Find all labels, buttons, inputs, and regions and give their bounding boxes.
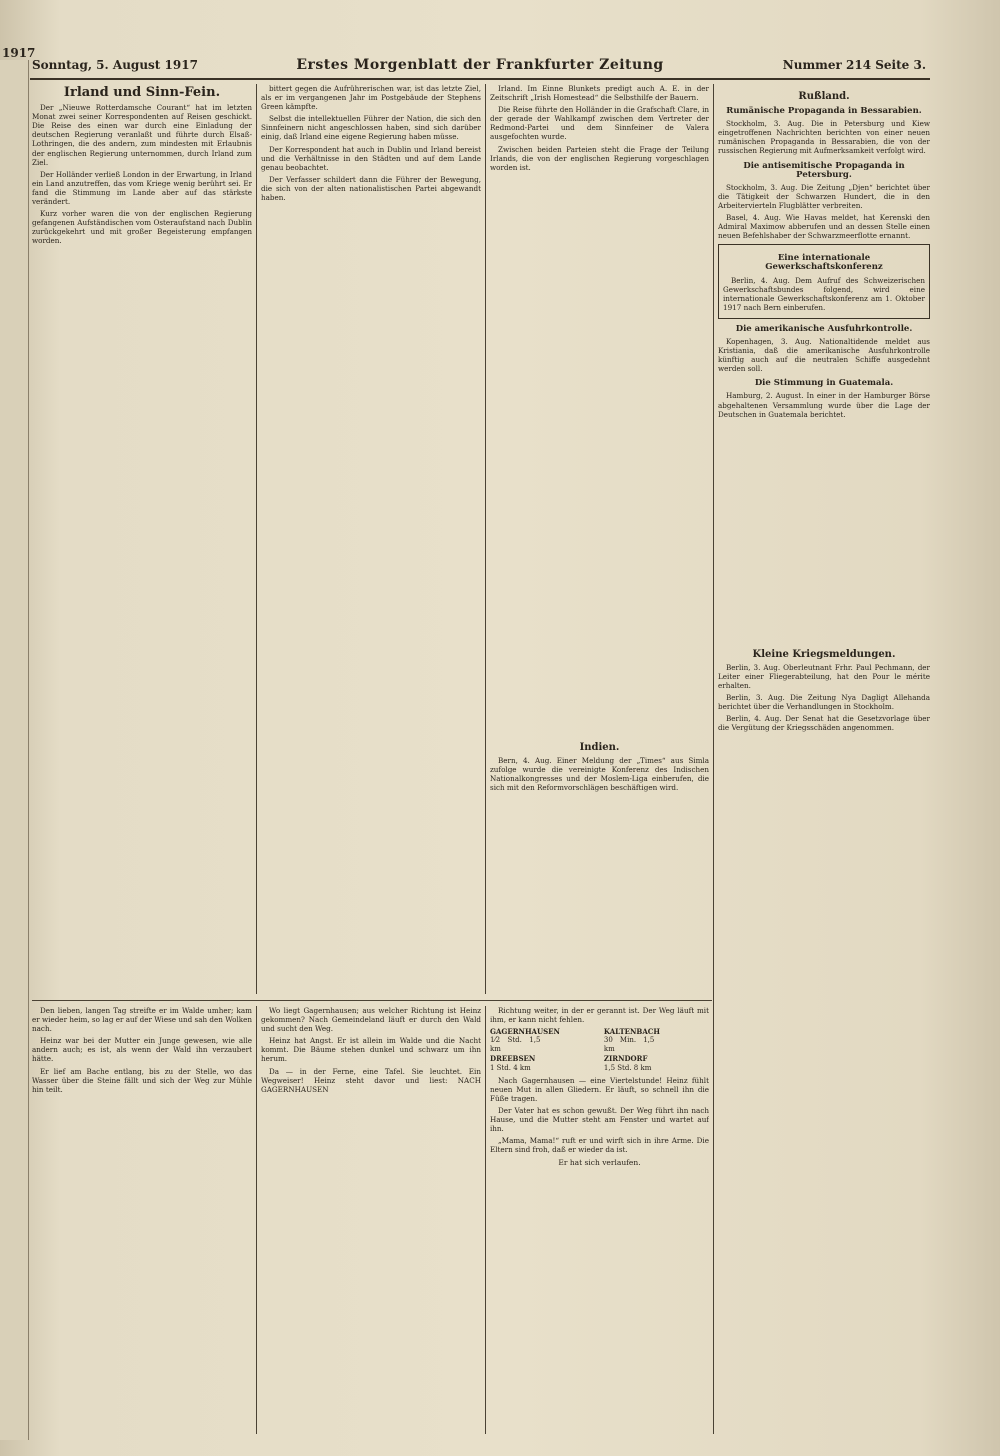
header-issue: Nummer 214 [782, 58, 872, 72]
signpost-name: KALTENBACH [603, 1027, 660, 1037]
header-page: Seite 3. [875, 58, 926, 72]
feature-col-1 [32, 1006, 252, 1436]
column-3 [490, 84, 709, 994]
feature-title: Er hat sich verlaufen. [558, 1158, 641, 1168]
signpost-time: 1,5 Std. 8 km [603, 1063, 652, 1072]
signpost-time: 1⁄2 Std. 1,5 km [490, 1036, 541, 1054]
article-paragraph: Irland. Im Einne Blunkets predigt auch A. E. in der Zeitschrift „Irish Homestead“ die Selbsthilfe der Bauern. [490, 84, 709, 103]
article-paragraph: Der „Nieuwe Rotterdamsche Courant“ hat im letzten Monat zwei seiner Korrespondenten auf Reisen geschickt. Die Reise des einen war durch eine Einladung der deutschen Regierung veranlaßt und führte durch Elsaß-Lothringen, die des andern, zum mindesten mit Erlaubnis der englischen Regierung unternommen, durch Irland zum Ziel. [32, 103, 252, 167]
section-heading-russia: Rußland. [798, 91, 850, 102]
column-rule [485, 84, 486, 994]
article-paragraph: Kopenhagen, 3. Aug. Nationaltidende meldet aus Kristiania, daß die amerikanische Ausfuhrkontrolle künftig auch auf die neutralen Schiffe ausgedehnt werden soll. [718, 336, 930, 374]
subheading: Die antisemitische Propaganda in Petersburg. [743, 160, 905, 180]
article-paragraph: Stockholm, 3. Aug. Die in Petersburg und Kiew eingetroffenen Nachrichten berichten von einer neuen rumänischen Propaganda in Bessarabien, die von der russischen Regierung mit Aufmerksamkeit verfolgt wird. [718, 119, 930, 156]
box-headline: Eine internationale Gewerkschaftskonferenz [765, 253, 883, 273]
article-paragraph: Die Reise führte den Holländer in die Grafschaft Clare, in der gerade der Wahlkampf zwischen dem Vertreter der Redmond-Partei und dem Sinnfeiner de Valera ausgefochten wurde. [490, 105, 709, 142]
column-rule [256, 84, 257, 994]
section-rule [32, 1000, 712, 1001]
column-rule [713, 84, 714, 1434]
article-paragraph: Berlin, 3. Aug. Oberleutnant Frhr. Paul Pechmann, der Leiter einer Fliegerabteilung, hat den Pour le mérite erhalten. [718, 662, 930, 690]
signpost-name: DREEBSEN [490, 1054, 536, 1064]
feature-paragraph: Er lief am Bache entlang, bis zu der Stelle, wo das Wasser über die Steine fällt und sich der Weg zur Mühle hin teilt. [32, 1066, 252, 1094]
feature-col-3 [490, 1006, 709, 1436]
signpost-time: 30 Min. 1,5 km [603, 1036, 655, 1054]
article-paragraph: Selbst die intellektuellen Führer der Nation, die sich den Sinnfeinern nicht angeschlossen haben, sind sich darüber einig, daß Irland eine eigene Regierung haben müsse. [261, 114, 481, 142]
feature-paragraph: „Mama, Mama!“ ruft er und wirft sich in ihre Arme. Die Eltern sind froh, daß er wieder da ist. [490, 1136, 709, 1155]
column-rule [485, 1006, 486, 1434]
feature-paragraph: Heinz war bei der Mutter ein Junge gewesen, wie alle andern auch; es ist, als wenn der Wald ihn verzaubert hätte. [32, 1036, 252, 1064]
signpost-name: GAGERNHAUSEN [490, 1027, 560, 1037]
feature-paragraph: Da — in der Ferne, eine Tafel. Sie leuchtet. Ein Wegweiser! Heinz steht davor und liest: NACH GAGERNHAUSEN [261, 1066, 481, 1094]
article-paragraph: Berlin, 4. Aug. Der Senat hat die Gesetzvorlage über die Vergütung der Kriegsschäden angenommen. [718, 714, 930, 733]
article-paragraph: Bern, 4. Aug. Einer Meldung der „Times“ aus Simla zufolge wurde die vereinigte Konferenz des Indischen Nationalkongresses und der Moslem-Liga einberufen, die sich mit den Reformvorschlägen beschäftigen wird. [490, 755, 709, 793]
column-4 [718, 84, 930, 1434]
feature-paragraph: Wo liegt Gagernhausen; aus welcher Richtung ist Heinz gekommen? Nach Gemeindeland läuft er durch den Wald und sucht den Weg. [261, 1006, 481, 1034]
signpost-table [490, 1027, 709, 1072]
article-headline: Irland und Sinn-Fein. [63, 85, 221, 100]
article-paragraph: Der Verfasser schildert dann die Führer der Bewegung, die sich von der alten nationalistischen Partei abgewandt haben. [261, 174, 481, 203]
article-paragraph: bittert gegen die Aufrührerischen war, ist das letzte Ziel, als er im vergangenen Jahr im Postgebäude der Stephens Green kämpfte. [261, 84, 481, 112]
left-margin-fragments [0, 60, 29, 1440]
page-header [30, 56, 930, 80]
text-filler [490, 175, 709, 735]
subheading: Rumänische Propaganda in Bessarabien. [726, 106, 922, 117]
header-issue-page [783, 58, 926, 72]
article-paragraph: Basel, 4. Aug. Wie Havas meldet, hat Kerenski den Admiral Maximow abberufen und an dessen Stelle einen neuen Befehlshaber der Schwarzmeerflotte ernannt. [718, 213, 930, 241]
section-heading-war: Kleine Kriegsmeldungen. [752, 648, 896, 660]
header-masthead: Erstes Morgenblatt der Frankfurter Zeitung [296, 57, 664, 73]
article-paragraph: Hamburg, 2. August. In einer in der Hamburger Börse abgehaltenen Versammlung wurde über die Lage der Deutschen in Guatemala berichtet. [718, 391, 930, 419]
feature-paragraph: Nach Gagernhausen — eine Viertelstunde! Heinz fühlt neuen Mut in allen Gliedern. Er läuft, so schnell ihn die Füße tragen. [490, 1075, 709, 1103]
header-date: Sonntag, 5. August 1917 [32, 58, 198, 72]
article-paragraph: Kurz vorher waren die von der englischen Regierung gefangenen Aufständischen vom Osteraufstand nach Dublin zurückgekehrt und mit großer Begeisterung empfangen worden. [32, 209, 252, 246]
column-rule [256, 1006, 257, 1434]
signpost-time: 1 Std. 4 km [490, 1063, 531, 1072]
section-heading-india: Indien. [579, 741, 620, 753]
feature-paragraph: Der Vater hat es schon gewußt. Der Weg führt ihn nach Hause, und die Mutter steht am Fenster und wartet auf ihn. [490, 1105, 709, 1134]
feature-paragraph: Heinz hat Angst. Er ist allein im Walde und die Nacht kommt. Die Bäume stehen dunkel und schwarz um ihn herum. [261, 1036, 481, 1064]
subheading: Die amerikanische Ausfuhrkontrolle. [735, 323, 913, 334]
boxed-article [718, 244, 930, 319]
signpost-name: ZIRNDORF [603, 1054, 648, 1064]
column-2 [261, 84, 481, 994]
article-paragraph: Stockholm, 3. Aug. Die Zeitung „Djen“ berichtet über die Tätigkeit der Schwarzen Hundert, die in den Arbeitervierteln Flugblätter verbreiten. [718, 182, 930, 210]
feature-paragraph: Den lieben, langen Tag streifte er im Walde umher; kam er wieder heim, so lag er auf der Wiese und sah den Wolken nach. [32, 1006, 252, 1034]
article-paragraph: Der Holländer verließ London in der Erwartung, in Irland ein Land anzutreffen, das vom Kriege wenig berührt sei. Er fand die Stimmung im Lande aber auf das stärkste verändert. [32, 169, 252, 207]
article-paragraph: Berlin, 4. Aug. Dem Aufruf des Schweizerischen Gewerkschaftsbundes folgend, wird eine internationale Gewerkschaftskonferenz am 1. Oktober 1917 nach Bern einberufen. [723, 275, 925, 312]
article-paragraph: Der Korrespondent hat auch in Dublin und Irland bereist und die Verhältnisse in den Städten und auf dem Lande genau beobachtet. [261, 144, 481, 172]
column-1 [32, 84, 252, 994]
corner-year: 1917 [2, 46, 36, 60]
feature-paragraph: Richtung weiter, in der er gerannt ist. Der Weg läuft mit ihm, er kann nicht fehlen. [490, 1006, 709, 1025]
article-paragraph: Berlin, 3. Aug. Die Zeitung Nya Dagligt Allehanda berichtet über die Verhandlungen in Stockholm. [718, 693, 930, 712]
feature-col-2 [261, 1006, 481, 1436]
article-paragraph: Zwischen beiden Parteien steht die Frage der Teilung Irlands, die von der englischen Regierung vorgeschlagen worden ist. [490, 144, 709, 172]
text-filler [718, 422, 930, 642]
subheading: Die Stimmung in Guatemala. [754, 378, 894, 389]
